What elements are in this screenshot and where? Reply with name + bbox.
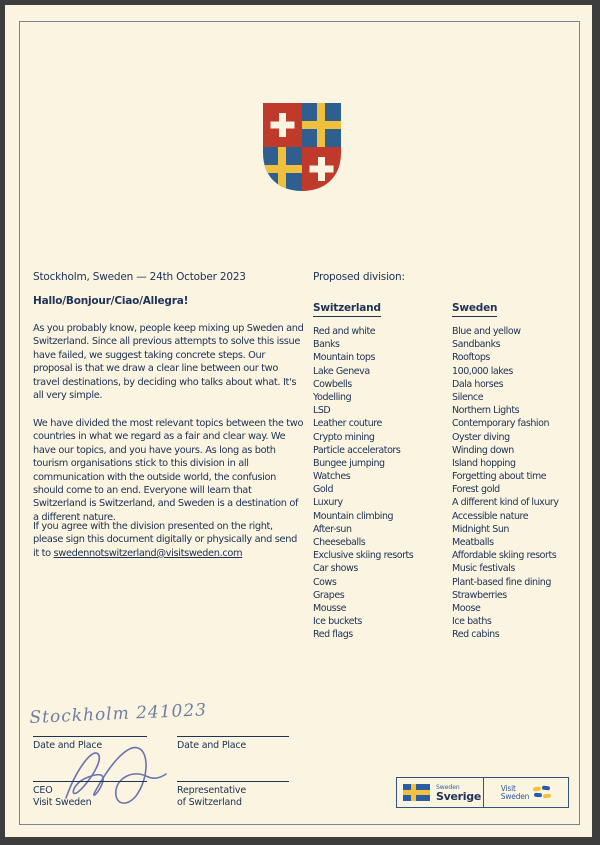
- topic-list-item: Bungee jumping: [313, 457, 385, 469]
- signature-line-date-right[interactable]: [177, 736, 289, 737]
- date-place-line: Stockholm, Sweden — 24th October 2023: [33, 271, 246, 283]
- visit-sweden-mark-icon: [533, 786, 551, 799]
- topic-list-item: Rooftops: [452, 352, 490, 364]
- topic-list-item: Island hopping: [452, 457, 516, 469]
- topic-list-item: Lake Geneva: [313, 365, 370, 377]
- topic-list-item: Strawberries: [452, 589, 507, 601]
- topic-list-item: Moose: [452, 602, 481, 614]
- topic-list-item: Yodelling: [313, 391, 352, 403]
- topic-list-item: Crypto mining: [313, 431, 375, 443]
- topic-list-item: Banks: [313, 339, 340, 351]
- topic-list-item: Luxury: [313, 497, 343, 509]
- topic-list-item: Red cabins: [452, 629, 500, 641]
- sverige-label: Sverige: [436, 789, 481, 803]
- paragraph-3: [33, 520, 305, 560]
- topic-list-item: Watches: [313, 471, 351, 483]
- topic-list-item: Midnight Sun: [452, 523, 509, 535]
- topic-list-item: Particle accelerators: [313, 444, 401, 456]
- swedish-flag-icon: [403, 784, 430, 801]
- topic-list-item: Cows: [313, 576, 337, 588]
- topic-list-item: Mountain climbing: [313, 510, 394, 522]
- signature-line-ceo[interactable]: [33, 781, 147, 782]
- switzerland-column-header: Switzerland: [313, 302, 381, 317]
- visit-label: Visit: [500, 783, 516, 793]
- topic-list-item: Car shows: [313, 563, 358, 575]
- topic-list-item: Silence: [452, 391, 484, 403]
- topic-list-item: LSD: [313, 405, 331, 417]
- sweden-small-label: Sweden: [436, 783, 460, 791]
- topic-list-item: Red flags: [313, 629, 353, 641]
- email-link[interactable]: swedennotswitzerland@visitsweden.com: [53, 547, 243, 559]
- switzerland-topic-list: [313, 325, 413, 642]
- topic-list-item: Mountain tops: [313, 352, 375, 364]
- topic-list-item: Red and white: [313, 326, 376, 337]
- date-place-label-right: Date and Place: [177, 740, 247, 751]
- visit-sweden-word-label: Sweden: [500, 791, 530, 801]
- topic-list-item: Gold: [313, 484, 334, 496]
- representative-label: Representative: [177, 785, 246, 796]
- sweden-topic-list: [452, 325, 559, 642]
- signature-line-representative[interactable]: [177, 781, 289, 782]
- topic-list-item: Northern Lights: [452, 405, 520, 417]
- shield-logo: [263, 103, 341, 191]
- visit-sweden-label: Visit Sweden: [33, 797, 92, 808]
- topic-list-item: Dala horses: [452, 378, 504, 390]
- topic-list-item: Forgetting about time: [452, 471, 547, 483]
- topic-list-item: A different kind of luxury: [452, 497, 559, 509]
- handwritten-date-place: Stockholm 241023: [29, 700, 208, 728]
- visit-sweden-logo: [483, 777, 569, 808]
- topic-list-item: Cowbells: [313, 378, 352, 390]
- topic-list-item: Leather couture: [313, 418, 382, 430]
- salutation: Hallo/Bonjour/Ciao/Allegra!: [33, 295, 189, 307]
- topic-list-item: Sandbanks: [452, 339, 501, 351]
- ceo-label: CEO: [33, 785, 53, 796]
- topic-list-item: Plant-based fine dining: [452, 576, 551, 588]
- sweden-column-header: Sweden: [452, 302, 497, 317]
- date-place-label-left: Date and Place: [33, 740, 103, 751]
- topic-list-item: Meatballs: [452, 537, 494, 548]
- of-switzerland-label: of Switzerland: [177, 797, 242, 808]
- topic-list-item: Accessible nature: [452, 510, 529, 522]
- signature-line-date-left[interactable]: [33, 736, 147, 737]
- topic-list-item: Ice baths: [452, 616, 492, 628]
- footer-logos: [396, 777, 569, 808]
- closing-text: If you agree with the division presented on the right, please sign this document digitally or physically and send it to: [33, 521, 297, 559]
- topic-list-item: Forest gold: [452, 484, 500, 496]
- topic-list-item: Exclusive skiing resorts: [313, 550, 414, 562]
- sweden-sverige-logo: [396, 777, 483, 808]
- topic-list-item: Contemporary fashion: [452, 418, 550, 430]
- topic-list-item: Music festivals: [452, 563, 515, 575]
- paragraph-2: We have divided the most relevant topics between the two countries in what we regard as a fair and clear way. We have our topics, and you have yours. As long as both tourism organisations stick to this division in all communication with the outside world, the confusion should come to an end. Everyone will learn that Switzerland is Switzerland, and Sweden is a destination of a different nature.: [33, 418, 304, 523]
- topic-list-item: Affordable skiing resorts: [452, 550, 557, 562]
- topic-list-item: Oyster diving: [452, 431, 510, 443]
- topic-list-item: Blue and yellow: [452, 326, 521, 337]
- topic-list-item: Winding down: [452, 444, 514, 456]
- topic-list-item: Cheeseballs: [313, 537, 366, 548]
- topic-list-item: Grapes: [313, 589, 345, 601]
- proposed-division-title: Proposed division:: [313, 271, 405, 283]
- paragraph-1: As you probably know, people keep mixing up Sweden and Switzerland. Since all previous attempts to solve this issue have failed, we suggest taking concrete steps. Our proposal is that we draw a clear line between our two travel destinations, by deciding who talks about what. It's all very simple.: [33, 323, 304, 402]
- topic-list-item: Ice buckets: [313, 616, 362, 628]
- topic-list-item: Mousse: [313, 602, 347, 614]
- topic-list-item: After-sun: [313, 523, 352, 535]
- topic-list-item: 100,000 lakes: [452, 365, 513, 377]
